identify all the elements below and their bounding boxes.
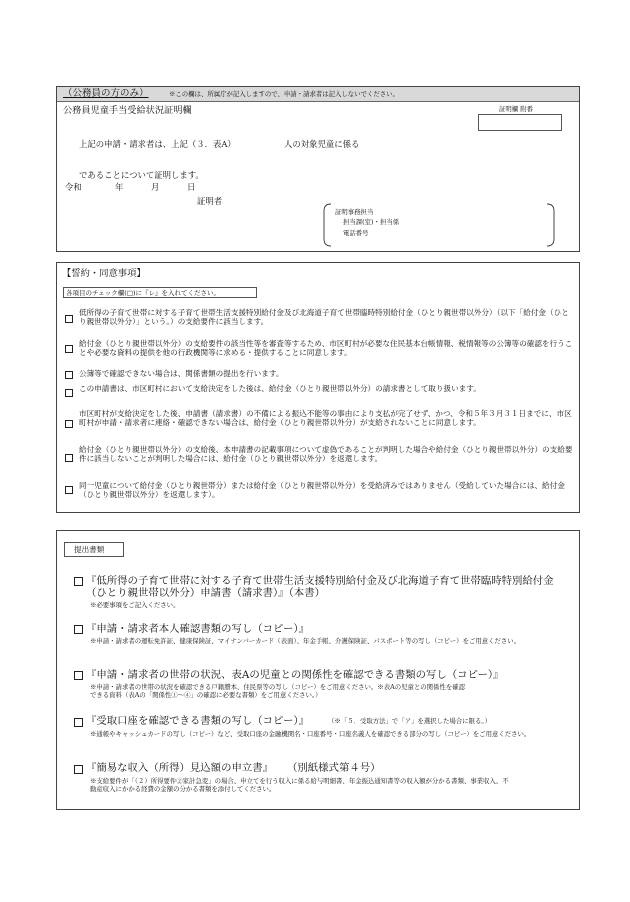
document-item-3-title: 『申請・請求者の世帯の状況、表Aの児童との関係性を確認できる書類の写し（コピー）』 (86, 669, 504, 681)
document-item-4-title: 『受取口座を確認できる書類の写し（コピー）』 (86, 715, 309, 727)
consent-item-2: 給付金（ひとり親世帯以外分）の支給要件の該当性等を審査等するため、市区町村が必要な住民基本台帳情報、税情報等の公簿等の確認を行うことや必要な資料の提供を他の行政機関等に求める・提供することに同意します。 (79, 339, 573, 358)
official-note: ※この欄は、所属庁が記入しますので、申請・請求者は記入しないでください。 (169, 89, 399, 98)
date-year: 年 (115, 182, 124, 192)
official-section (56, 86, 580, 252)
contact-line-3: 電話番号 (343, 229, 369, 237)
document-item-3-note: ※申請・請求者の世帯の状況を確認できる戸籍謄本、住民票等の写し（コピー）をご用意ください。※表Aの児童との関係性を確認できる資料（表Aの「関係性①～④」の確認に必要な書類）をご用意ください。） (90, 683, 466, 700)
cert-no-label: 証明欄 附番 (499, 105, 533, 113)
document-item-1-note: ※必要事項をご記入ください。 (90, 601, 180, 609)
consent-checkbox-7[interactable] (65, 486, 73, 494)
documents-heading: 提出書類 (74, 544, 105, 554)
date-era: 令和 (65, 182, 82, 192)
consent-item-4: この申請書は、市区町村において支給決定をした後は、給付金（ひとり親世帯以外分）の請求書として取り扱います。 (79, 384, 481, 393)
document-checkbox-4[interactable] (74, 718, 83, 727)
document-item-2-note: ※申請・請求者の運転免許証、健康保険証、マイナンバーカード（表面）、年金手帳、介護保険証、パスポート等の写し（コピー）をご用意ください。 (90, 637, 521, 645)
consent-item-3: 公簿等で確認できない場合は、関係書類の提出を行います。 (79, 369, 284, 378)
document-checkbox-5[interactable] (74, 765, 83, 774)
official-line1-suffix: 人の対象児童に係る (284, 139, 360, 149)
documents-section (56, 530, 580, 810)
document-item-5-title: 『簡易な収入（所得）見込額の申立書』 (86, 762, 274, 774)
document-item-5-note: ※支給要件が「（２）所得要件②家計急変」の場合、申立てを行う収入に係る給与明細書、年金振込通知書等の収入額が分かる書類、事業収入、不動産収入にかかる経費の金額の分かる書類を添付してください。 (90, 777, 509, 794)
consent-checkbox-6[interactable] (65, 454, 73, 462)
document-item-5-title-suffix: （別紙様式第４号） (287, 762, 381, 774)
document-item-2-title: 『申請・請求者本人確認書類の写し（コピー）』 (86, 623, 309, 635)
certifier-label: 証明者 (197, 196, 223, 206)
consent-checkbox-2[interactable] (65, 345, 73, 353)
document-item-1-title: 『低所得の子育て世帯に対する子育て世帯生活支援特別給付金及び北海道子育て世帯臨時特別給付金（ひとり親世帯以外分）申請書（請求書）』（本書） (86, 575, 554, 599)
consent-checkbox-1[interactable] (65, 315, 73, 323)
document-checkbox-1[interactable] (74, 577, 83, 586)
date-day: 日 (187, 182, 196, 192)
official-title: 公務員児童手当受給状況証明欄 (63, 105, 192, 116)
consent-instruction: 各項目のチェック欄(□)に『レ』を入れてください。 (66, 288, 221, 297)
document-item-4-title-suffix: （※「５．受取方法」で「ア」を選択した場合に限る。） (328, 717, 491, 725)
cert-no-field[interactable] (478, 114, 562, 131)
consent-checkbox-3[interactable] (65, 371, 73, 379)
official-line1: 上記の申請・請求者は、上記（３．表A） (79, 139, 236, 149)
consent-item-7: 同一児童について給付金（ひとり親世帯分）または給付金（ひとり親世帯以外分）を受給済みではありません（受給していた場合には、給付金（ひとり親世帯以外分）を返還します）。 (79, 481, 565, 500)
consent-section (56, 262, 580, 513)
document-checkbox-3[interactable] (74, 671, 83, 680)
consent-item-5: 市区町村が支給決定をした後、申請書（請求書）の不備による振込不能等の事由により支払が完了せず、かつ、令和５年３月３１日までに、市区町村が申請・請求者に連絡・確認できない場合は、給付金（ひとり親世帯以外分）が支給されないことに同意します。 (79, 409, 572, 428)
document-checkbox-2[interactable] (74, 625, 83, 634)
consent-checkbox-5[interactable] (65, 420, 73, 428)
document-item-4-note: ※通帳やキャッシュカードの写し（コピー）など、受取口座の金融機関名・口座番号・口座名義人を確認できる部分の写し（コピー）をご用意ください。 (90, 730, 531, 738)
contact-line-2: 担当課(室)・担当係 (343, 218, 400, 226)
consent-item-6: 給付金（ひとり親世帯以外分）の支給後、本申請書の記載事項について虚偽であることが判明した場合や給付金（ひとり親世帯以外分）の支給要件に該当しないことが判明した場合には、給付金（ひとり親世帯以外分）を返還します。 (79, 445, 573, 464)
consent-item-1: 低所得の子育て世帯に対する子育て世帯生活支援特別給付金及び北海道子育て世帯臨時特別給付金（ひとり親世帯以外分）（以下「給付金（ひとり親世帯以外分）」という。）の支給要件に該当します。 (79, 308, 569, 327)
date-month: 月 (151, 182, 160, 192)
official-label: （公務員の方のみ） (63, 88, 149, 99)
contact-line-1: 証明事務担当 (335, 208, 374, 216)
consent-heading: 【誓約・同意事項】 (62, 268, 146, 279)
consent-checkbox-4[interactable] (65, 389, 73, 397)
official-line2: であることについて証明します。 (79, 170, 204, 180)
